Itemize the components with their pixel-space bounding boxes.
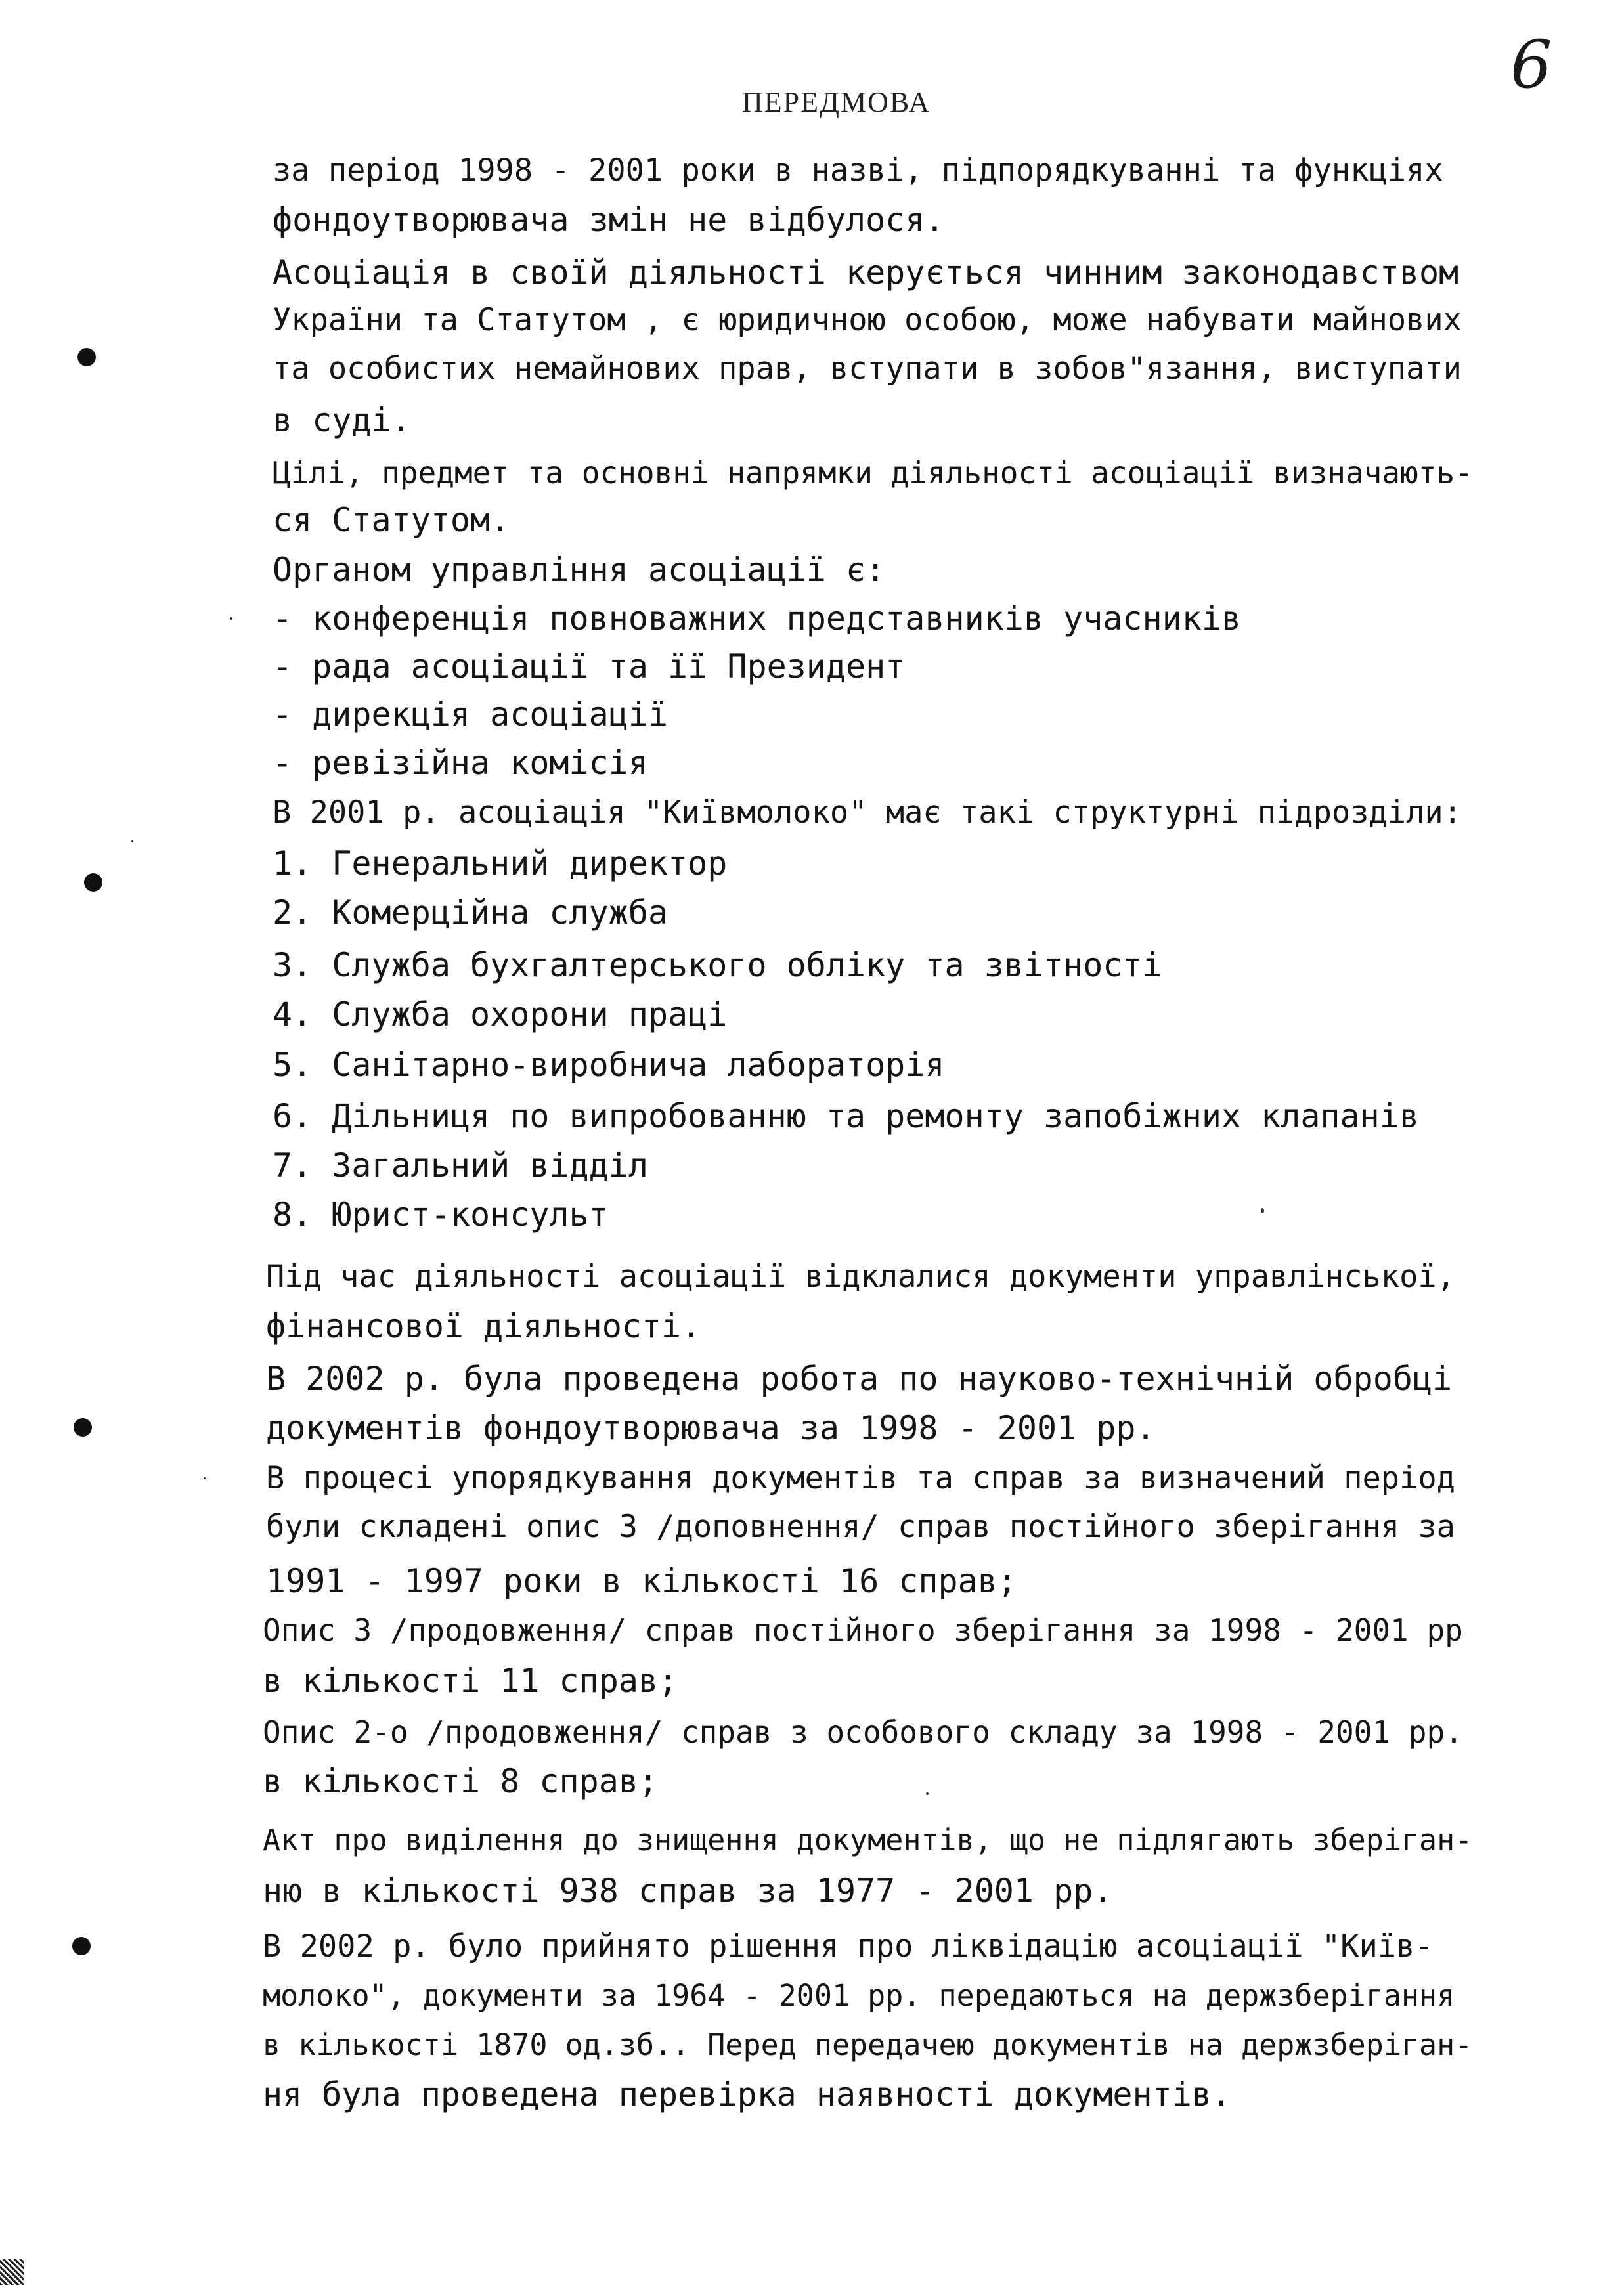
scan-speck bbox=[1261, 1208, 1264, 1213]
text-line: В процесі упорядкування документів та справ за визначений період bbox=[266, 1460, 1455, 1496]
scan-speck bbox=[230, 617, 232, 620]
text-line: Органом управління асоціації є: bbox=[273, 551, 886, 589]
text-line: молоко", документи за 1964 - 2001 рр. передаються на держзберігання bbox=[263, 1978, 1455, 2013]
punch-hole bbox=[74, 1418, 92, 1437]
text-line: Опис 3 /продовження/ справ постійного зберігання за 1998 - 2001 рр bbox=[263, 1613, 1463, 1648]
text-line: документів фондоутворювача за 1998 - 2001 рр. bbox=[266, 1409, 1156, 1447]
list-item: 1. Генеральний директор bbox=[273, 844, 728, 882]
text-line: Під час діяльності асоціації відклалися документи управлінської, bbox=[266, 1259, 1455, 1295]
text-line: України та Статутом , є юридичною особою, може набувати майнових bbox=[273, 302, 1462, 338]
text-line: В 2001 р. асоціація "Київмолоко" має такі структурні підрозділи: bbox=[273, 794, 1462, 831]
list-item: - ревізійна комісія bbox=[273, 744, 648, 782]
list-item: 3. Служба бухгалтерського обліку та звітності bbox=[273, 946, 1162, 984]
text-line: за період 1998 - 2001 роки в назві, підпорядкуванні та функціях bbox=[273, 152, 1443, 188]
text-line: були складені опис 3 /доповнення/ справ постійного зберігання за bbox=[266, 1509, 1455, 1545]
punch-hole bbox=[72, 1937, 91, 1955]
punch-hole bbox=[77, 348, 96, 366]
scan-speck bbox=[131, 840, 133, 842]
page-number: 6 bbox=[1510, 26, 1552, 103]
text-line: в суді. bbox=[273, 401, 411, 439]
scan-speck bbox=[204, 1477, 206, 1479]
text-line: Акт про виділення до знищення документів, що не підлягають зберіган- bbox=[263, 1823, 1473, 1857]
text-line: в кількості 11 справ; bbox=[263, 1662, 678, 1700]
punch-hole bbox=[84, 873, 102, 892]
list-item: 5. Санітарно-виробнича лабораторія bbox=[273, 1046, 945, 1084]
text-line: 1991 - 1997 роки в кількості 16 справ; bbox=[266, 1562, 1017, 1600]
page-title: ПЕРЕДМОВА bbox=[742, 86, 931, 118]
text-line: В 2002 р. була проведена робота по науково-технічній обробці bbox=[266, 1360, 1453, 1398]
text-line: ня була проведена перевірка наявності документів. bbox=[263, 2075, 1232, 2113]
text-line: в кількості 8 справ; bbox=[263, 1762, 659, 1800]
text-line: ся Статутом. bbox=[273, 501, 510, 539]
text-line: фондоутворювача змін не відбулося. bbox=[273, 201, 945, 239]
list-item: 4. Служба охорони праці bbox=[273, 995, 728, 1033]
scan-speck bbox=[926, 1792, 929, 1795]
list-item: 7. Загальний відділ bbox=[273, 1146, 648, 1184]
list-item: 2. Комерційна служба bbox=[273, 894, 669, 932]
text-line: Опис 2-о /продовження/ справ з особового складу за 1998 - 2001 рр. bbox=[263, 1714, 1463, 1750]
scan-edge-mark bbox=[0, 2259, 24, 2285]
text-line: та особистих немайнових прав, вступати в зобов"язання, виступати bbox=[273, 351, 1462, 387]
list-item: - дирекція асоціації bbox=[273, 695, 669, 733]
list-item: - рада асоціації та її Президент bbox=[273, 647, 906, 685]
text-line: ню в кількості 938 справ за 1977 - 2001 рр. bbox=[263, 1872, 1113, 1910]
text-line: В 2002 р. було прийнято рішення про ліквідацію асоціації "Київ- bbox=[263, 1928, 1434, 1964]
list-item: 6. Дільниця по випробованню та ремонту запобіжних клапанів bbox=[273, 1097, 1419, 1135]
text-line: в кількості 1870 од.зб.. Перед передачею документів на держзберіган- bbox=[263, 2027, 1473, 2062]
text-line: Цілі, предмет та основні напрямки діяльності асоціації визначають- bbox=[273, 455, 1473, 490]
text-line: Асоціація в своїй діяльності керується чинним законодавством bbox=[273, 253, 1459, 292]
list-item: 8. Юрист-консульт bbox=[273, 1196, 609, 1234]
text-line: фінансової діяльності. bbox=[266, 1307, 701, 1345]
list-item: - конференція повноважних представників учасників bbox=[273, 599, 1242, 638]
